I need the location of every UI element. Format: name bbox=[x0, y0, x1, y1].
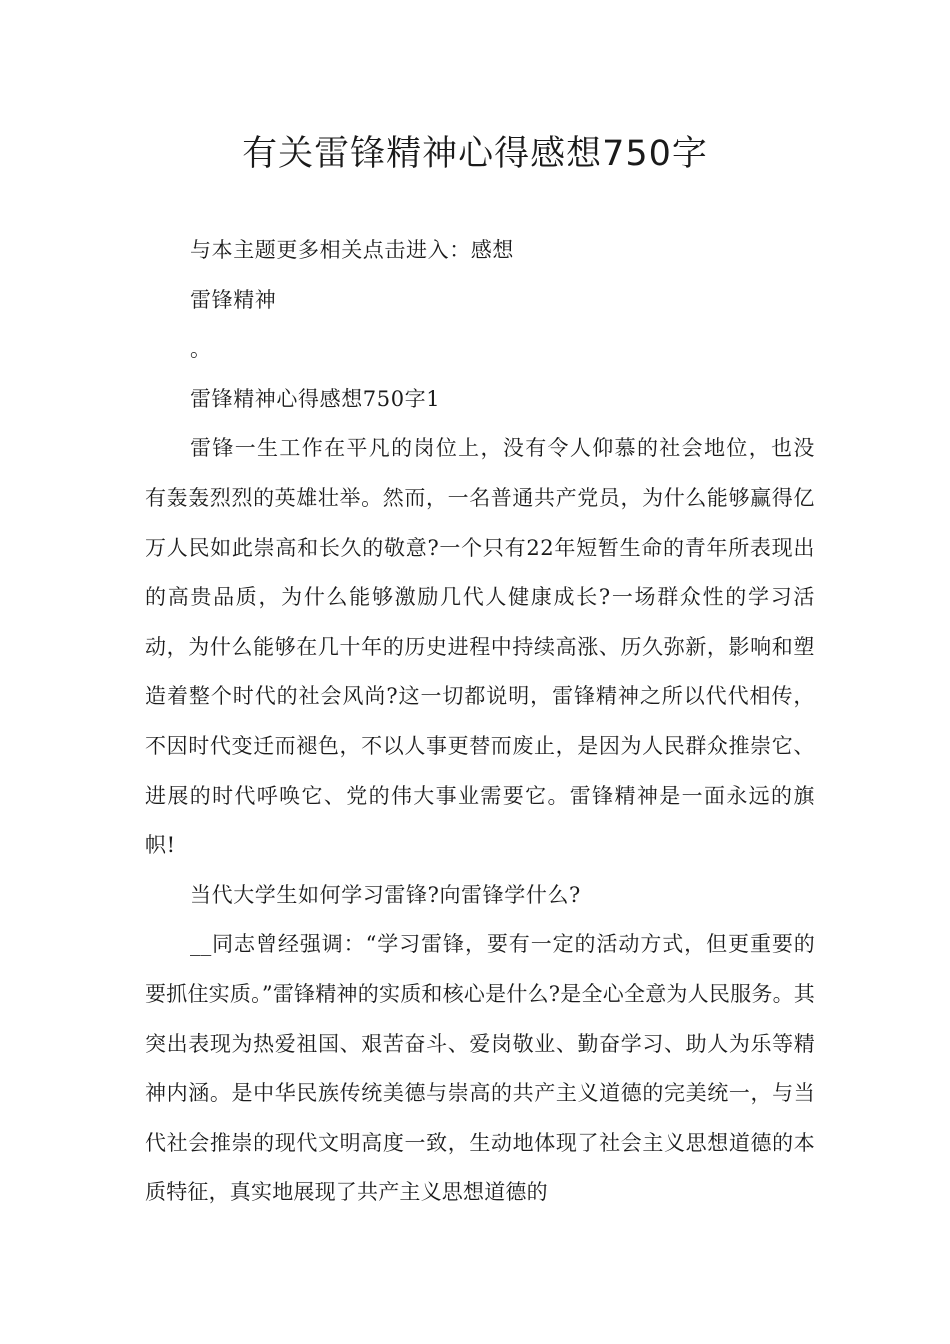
period-line: 。 bbox=[190, 337, 212, 362]
document-title: 有关雷锋精神心得感想750字 bbox=[242, 134, 708, 174]
body-paragraph: 雷锋一生工作在平凡的岗位上，没有令人仰慕的社会地位，也没有轰轰烈烈的英雄壮举。然而，一名普通共产党员，为什么能够赢得亿万人民如此崇高和长久的敬意?一个只有22年短暂生命的青年所表现出的高贵品质，为什么能够激励几代人健康成长?一场群众性的学习活动，为什么能够在几十年的历史进程中持续高涨、历久弥新，影响和塑造着整个时代的社会风尚?这一切都说明，雷锋精神之所以代代相传，不因时代变迁而褪色，不以人事更替而废止，是因为人民群众推崇它、进展的时代呼唤它、党的伟大事业需要它。雷锋精神是一面永远的旗帜! bbox=[145, 436, 815, 858]
section-heading: 雷锋精神心得感想750字1 bbox=[190, 386, 441, 411]
body-paragraph: __同志曾经强调：“学习雷锋，要有一定的活动方式，但更重要的要抓住实质。”雷锋精神的实质和核心是什么?是全心全意为人民服务。其突出表现为热爱祖国、艰苦奋斗、爱岗敬业、勤奋学习、助人为乐等精神内涵。是中华民族传统美德与崇高的共产主义道德的完美统一，与当代社会推崇的现代文明高度一致，生动地体现了社会主义思想道德的本质特征，真实地展现了共产主义思想道德的 bbox=[145, 932, 815, 1205]
question-line: 当代大学生如何学习雷锋?向雷锋学什么? bbox=[190, 882, 581, 907]
topic-keyword-line: 雷锋精神 bbox=[190, 287, 277, 312]
related-topics-line: 与本主题更多相关点击进入：感想 bbox=[190, 238, 514, 262]
document-body bbox=[145, 226, 815, 1218]
